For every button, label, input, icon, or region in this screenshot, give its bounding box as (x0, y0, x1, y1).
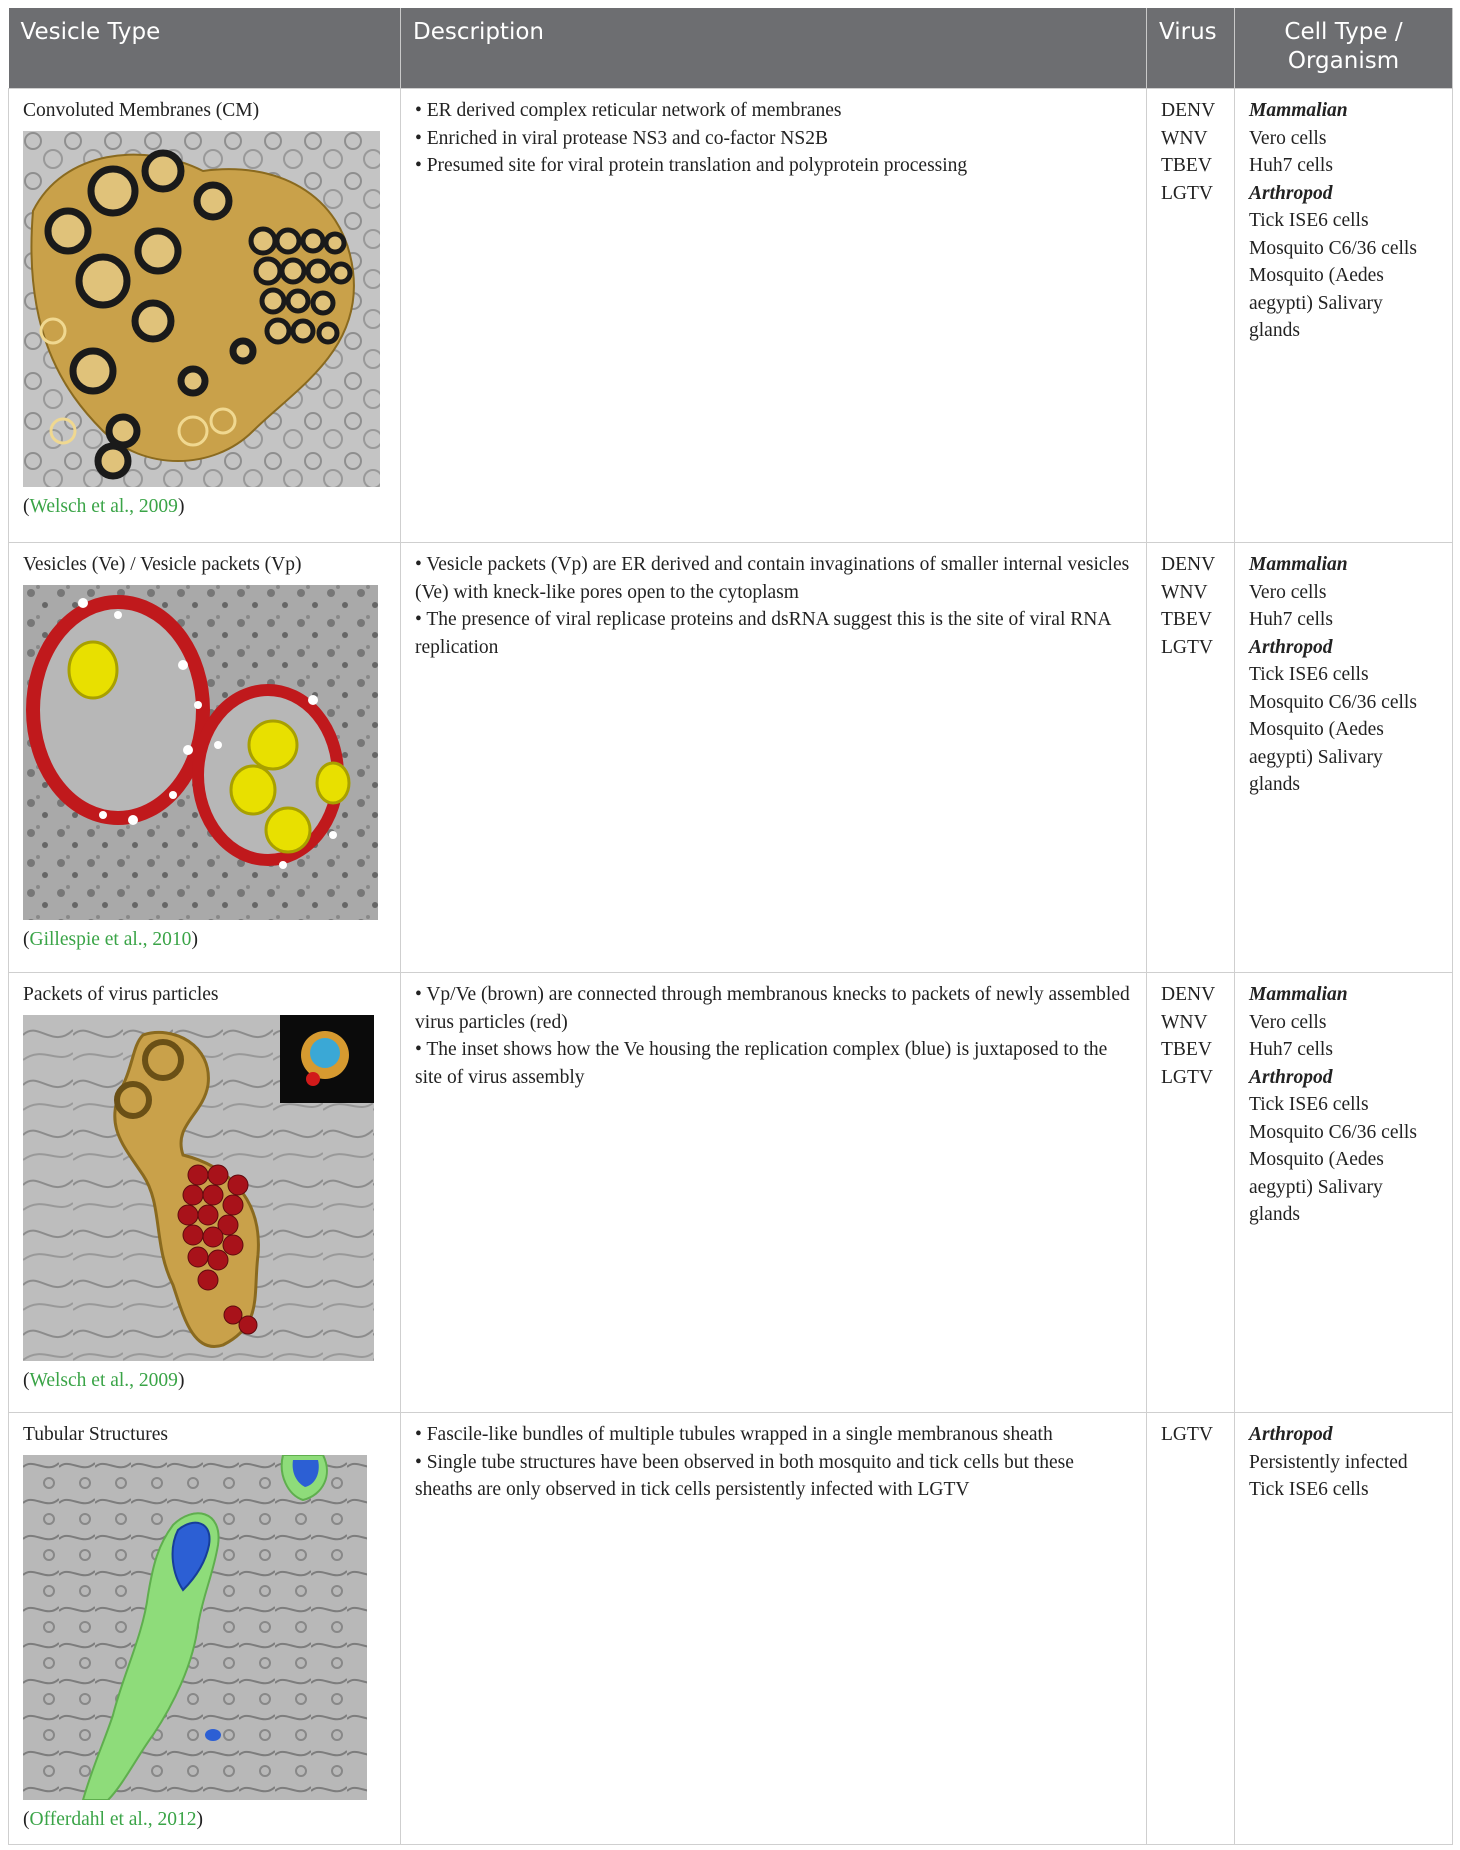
description-cell (401, 973, 1147, 1413)
organism-category: Arthropod (1249, 1066, 1333, 1088)
description-bullet: • ER derived complex reticular network of membranes (415, 100, 842, 121)
header-description: Description (401, 8, 1147, 89)
cell-type-item: Vero cells (1249, 581, 1327, 603)
description-bullet: • Presumed site for viral protein translation and polyprotein processing (415, 155, 968, 176)
description-cell (401, 89, 1147, 543)
cell-type-item: Vero cells (1249, 127, 1327, 149)
table-row (9, 89, 1453, 543)
cell-type-item: glands (1249, 1204, 1300, 1225)
description-bullet: • Enriched in viral protease NS3 and co-factor NS2B (415, 127, 828, 149)
description-bullet: • The presence of viral replicase proteins and dsRNA suggest this is the site of viral RNA replication (415, 609, 1111, 658)
description-bullet: • Vp/Ve (brown) are connected through membranous knecks to packets of newly assembled virus particles (red) (415, 984, 1130, 1033)
citation-link[interactable]: Gillespie et al., 2010 (29, 928, 192, 950)
virus-name: WNV (1161, 127, 1208, 149)
tubular-structures-image (23, 1455, 367, 1800)
organism-category: Arthropod (1249, 182, 1333, 204)
organism-category: Arthropod (1249, 1424, 1333, 1445)
cell-type-item: Vero cells (1249, 1011, 1327, 1033)
virus-name: LGTV (1161, 1424, 1213, 1445)
virus-name: TBEV (1161, 1039, 1212, 1060)
vesicle-type-cell (9, 89, 401, 543)
header-cell-type: Cell Type / Organism (1235, 8, 1453, 89)
cell-type-cell (1235, 1413, 1453, 1845)
cell-type-item: Mosquito C6/36 cells (1249, 1121, 1417, 1143)
virus-cell (1147, 543, 1235, 973)
description-bullet: • The inset shows how the Ve housing the replication complex (blue) is juxtaposed to the site of virus assembly (415, 1039, 1108, 1088)
citation-link[interactable]: Welsch et al., 2009 (29, 1369, 178, 1391)
description-cell (401, 543, 1147, 973)
table-header-row (9, 8, 1453, 89)
virus-cell (1147, 89, 1235, 543)
cell-type-item: Huh7 cells (1249, 609, 1333, 630)
citation-link[interactable]: Offerdahl et al., 2012 (29, 1808, 197, 1830)
cell-type-item: glands (1249, 774, 1300, 795)
description-cell (401, 1413, 1147, 1845)
convoluted-membranes-image (23, 131, 380, 487)
virus-name: TBEV (1161, 155, 1212, 176)
vesicle-type-cell (9, 973, 401, 1413)
organism-category: Mammalian (1249, 984, 1348, 1005)
header-virus: Virus (1147, 8, 1235, 89)
virus-name: WNV (1161, 581, 1208, 603)
table-row (9, 1413, 1453, 1845)
virus-name: DENV (1161, 554, 1216, 575)
organism-category: Arthropod (1249, 636, 1333, 658)
virus-cell (1147, 973, 1235, 1413)
citation: (Gillespie et al., 2010) (23, 928, 198, 950)
cell-type-item: aegypti) Salivary (1249, 746, 1383, 768)
cell-type-item: Tick ISE6 cells (1249, 210, 1369, 231)
vesicle-packets-image (23, 585, 378, 920)
cell-type-cell (1235, 973, 1453, 1413)
citation: (Welsch et al., 2009) (23, 1369, 185, 1391)
cell-type-item: Mosquito C6/36 cells (1249, 691, 1417, 713)
row-title: Packets of virus particles (23, 984, 219, 1005)
vesicle-type-cell (9, 543, 401, 973)
header-vesicle-type: Vesicle Type (9, 8, 401, 89)
virus-name: TBEV (1161, 609, 1212, 630)
table-row (9, 543, 1453, 973)
cell-type-item: Mosquito (Aedes (1249, 265, 1384, 286)
description-bullet: • Single tube structures have been observed in both mosquito and tick cells but these sheaths are only observed in tick cells persistently infected with LGTV (415, 1451, 1074, 1500)
description-bullet: • Vesicle packets (Vp) are ER derived and contain invaginations of smaller internal vesicles (Ve) with kneck-like pores open to the cytoplasm (415, 554, 1130, 603)
cell-type-item: Tick ISE6 cells (1249, 1094, 1369, 1115)
cell-type-item: aegypti) Salivary (1249, 292, 1383, 314)
cell-type-cell (1235, 89, 1453, 543)
virus-name: LGTV (1161, 636, 1213, 658)
virus-cell (1147, 1413, 1235, 1845)
citation: (Offerdahl et al., 2012) (23, 1808, 203, 1830)
cell-type-item: Huh7 cells (1249, 1039, 1333, 1060)
cell-type-item: Persistently infected (1249, 1451, 1408, 1473)
row-title: Convoluted Membranes (CM) (23, 100, 260, 121)
organism-category: Mammalian (1249, 100, 1348, 121)
virus-name: DENV (1161, 100, 1216, 121)
cell-type-item: aegypti) Salivary (1249, 1176, 1383, 1198)
virus-name: LGTV (1161, 182, 1213, 204)
vesicle-type-cell (9, 1413, 401, 1845)
cell-type-item: Huh7 cells (1249, 155, 1333, 176)
organism-category: Mammalian (1249, 554, 1348, 575)
row-title: Tubular Structures (23, 1424, 168, 1445)
vesicle-table (8, 8, 1453, 1845)
virus-packets-image (23, 1015, 374, 1361)
cell-type-item: glands (1249, 320, 1300, 341)
cell-type-item: Mosquito (Aedes (1249, 719, 1384, 740)
virus-name: LGTV (1161, 1066, 1213, 1088)
cell-type-item: Tick ISE6 cells (1249, 664, 1369, 685)
cell-type-item: Tick ISE6 cells (1249, 1479, 1369, 1500)
description-bullet: • Fascile-like bundles of multiple tubules wrapped in a single membranous sheath (415, 1424, 1053, 1445)
cell-type-cell (1235, 543, 1453, 973)
citation: (Welsch et al., 2009) (23, 495, 185, 517)
citation-link[interactable]: Welsch et al., 2009 (29, 495, 178, 517)
table-row (9, 973, 1453, 1413)
cell-type-item: Mosquito (Aedes (1249, 1149, 1384, 1170)
row-title: Vesicles (Ve) / Vesicle packets (Vp) (23, 554, 302, 575)
cell-type-item: Mosquito C6/36 cells (1249, 237, 1417, 259)
virus-name: WNV (1161, 1011, 1208, 1033)
virus-name: DENV (1161, 984, 1216, 1005)
